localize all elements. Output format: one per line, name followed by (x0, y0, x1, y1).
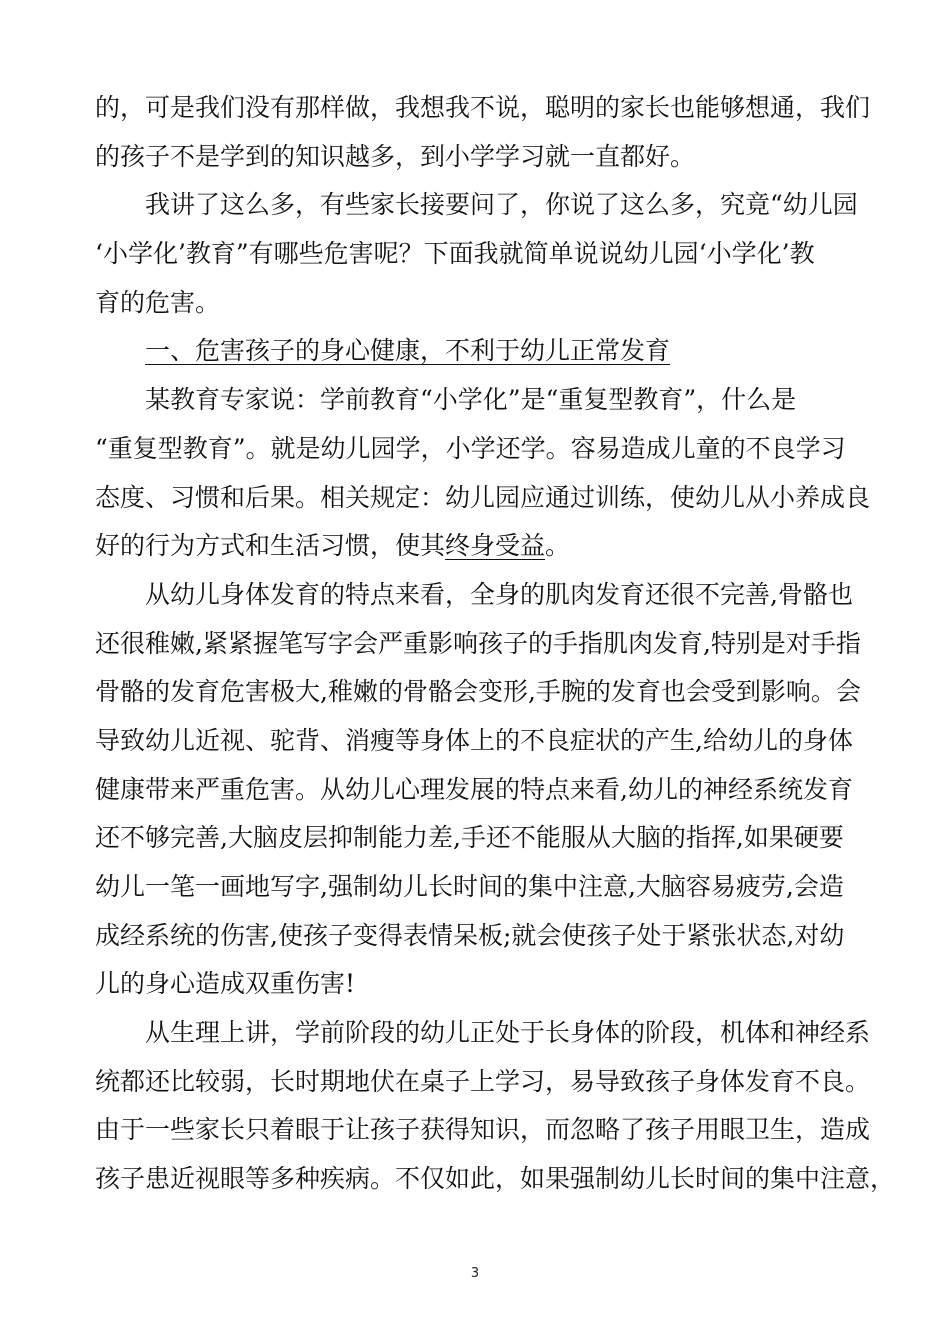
section-heading: 一、危害孩子的身心健康，不利于幼儿正常发育 (145, 336, 671, 366)
text-line: 孩子患近视眼等多种疾病。不仅如此，如果强制幼儿长时间的集中注意， (95, 1164, 896, 1194)
text-segment: 好的行为方式和生活习惯，使其 (95, 531, 446, 561)
text-line: 统都还比较弱，长时期地伏在桌子上学习，易导致孩子身体发育不良。 (95, 1066, 871, 1096)
text-line: 还不够完善,大脑皮层抑制能力差,手还不能服从大脑的指挥,如果硬要 (95, 823, 844, 853)
document-body (95, 84, 895, 1204)
text-line: “重复型教育”。就是幼儿园学，小学还学。容易造成儿童的不良学习 (95, 433, 846, 463)
text-line: 的孩子不是学到的知识越多，到小学学习就一直都好。 (95, 141, 696, 171)
text-line: 骨骼的发育危害极大,稚嫩的骨骼会变形,手腕的发育也会受到影响。会 (95, 677, 861, 707)
text-line (95, 522, 895, 571)
text-line: 儿的身心造成双重伤害! (95, 969, 356, 999)
text-line: 还很稚嫩,紧紧握笔写字会严重影响孩子的手指肌肉发育,特别是对手指 (95, 628, 861, 658)
paragraph-start-line: 从幼儿身体发育的特点来看，全身的肌肉发育还很不完善,骨骼也 (145, 579, 853, 609)
text-line: 育的危害。 (95, 287, 221, 317)
paragraph-start-line: 某教育专家说：学前教育“小学化”是“重复型教育”，什么是 (145, 385, 797, 415)
section-heading-line (95, 327, 895, 376)
text-line: 导致幼儿近视、驼背、消瘦等身体上的不良症状的产生,给幼儿的身体 (95, 725, 853, 755)
text-line: 健康带来严重危害。从幼儿心理发展的特点来看,幼儿的神经系统发育 (95, 774, 853, 804)
text-line: 幼儿一笔一画地写字,强制幼儿长时间的集中注意,大脑容易疲劳,会造 (95, 872, 844, 901)
paragraph-start-line: 我讲了这么多，有些家长接要问了，你说了这么多，究竟“幼儿园 (145, 190, 858, 220)
paragraph-start-line: 从生理上讲，学前阶段的幼儿正处于长身体的阶段，机体和神经系 (145, 1018, 871, 1048)
text-segment: 。 (545, 531, 571, 561)
text-line: 由于一些家长只着眼于让孩子获得知识，而忽略了孩子用眼卫生，造成 (95, 1115, 871, 1145)
text-line: 态度、习惯和后果。相关规定：幼儿园应通过训练，使幼儿从小养成良 (95, 482, 871, 512)
text-line: 成经系统的伤害,使孩子变得表情呆板;就会使孩子处于紧张状态,对幼 (95, 920, 845, 950)
text-line: 的，可是我们没有那样做，我想我不说，聪明的家长也能够想通，我们 (95, 93, 871, 122)
underlined-phrase: 终身受益 (445, 531, 546, 561)
page-number: 3 (470, 1266, 480, 1281)
text-line: ‘小学化’教育”有哪些危害呢？下面我就简单说说幼儿园‘小学化’教 (95, 239, 815, 269)
